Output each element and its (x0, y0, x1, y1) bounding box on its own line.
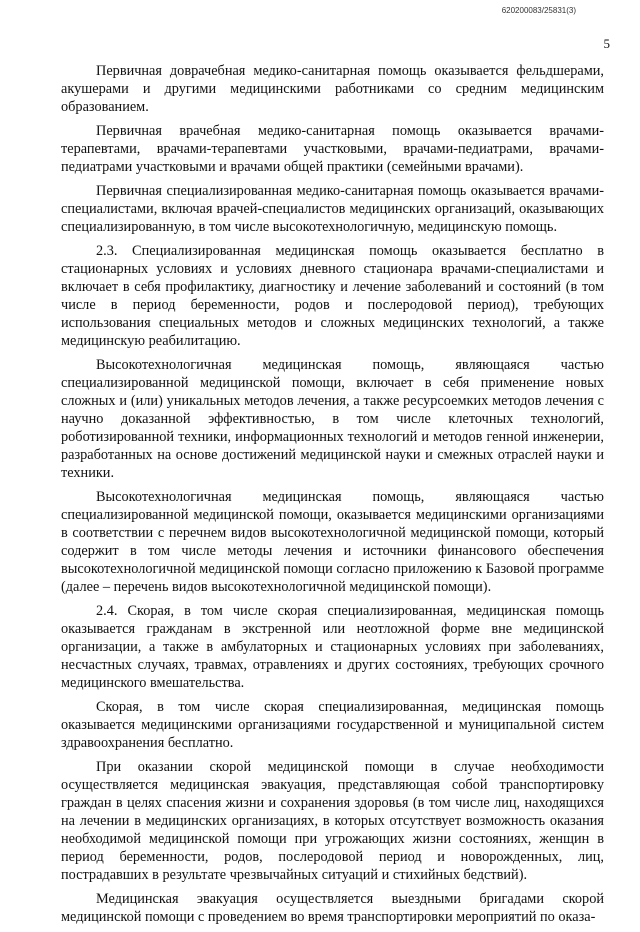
page-number: 5 (603, 36, 610, 51)
paragraph: Высокотехнологичная медицинская помощь, являющаяся частью специализированной медицинской помощи, оказывается медицинскими организациями в соответствии с перечнем видов высокотехнологичной медицинской помощи, который содержит в том числе методы лечения и источники финансового обеспечения высокотехнологичной медицинской помощи согласно приложению к Базовой программе (далее – перечень видов высокотехнологичной медицинской помощи). (61, 489, 604, 595)
paragraph: При оказании скорой медицинской помощи в случае необходимости осуществляется медицинская эвакуация, представляющая собой транспортировку граждан в целях спасения жизни и сохранения здоровья (в том числе лиц, находящихся на лечении в медицинских организациях, в которых отсутствует возможность оказания необходимой медицинской помощи при угрожающих жизни состояниях, женщин в период беременности, родов, послеродовой период и новорожденных, лиц, пострадавших в результате чрезвычайных ситуаций и стихийных бедствий). (61, 759, 604, 883)
paragraph: Медицинская эвакуация осуществляется выездными бригадами скорой медицинской помощи с проведением во время транспортировки мероприятий по оказа- (61, 891, 604, 925)
paragraph: Скорая, в том числе скорая специализированная, медицинская помощь оказывается медицинскими организациями государственной и муниципальной систем здравоохранения бесплатно. (61, 699, 604, 751)
paragraph: Первичная специализированная медико-санитарная помощь оказывается врачами-специалистами, включая врачей-специалистов медицинских организаций, оказывающих специализированную, в том числе высокотехнологичную, медицинскую помощь. (61, 183, 604, 235)
paragraph: Первичная врачебная медико-санитарная помощь оказывается врачами-терапевтами, врачами-терапевтами участковыми, врачами-педиатрами, врачами-педиатрами участковыми и врачами общей практики (семейными врачами). (61, 123, 604, 175)
paragraph: Высокотехнологичная медицинская помощь, являющаяся частью специализированной медицинской помощи, включает в себя применение новых сложных и (или) уникальных методов лечения, а также ресурсоемких методов лечения с научно доказанной эффективностью, в том числе клеточных технологий, роботизированной техники, информационных технологий и методов генной инженерии, разработанных на основе достижений медицинской науки и смежных отраслей науки и техники. (61, 357, 604, 481)
paragraph: Первичная доврачебная медико-санитарная помощь оказывается фельдшерами, акушерами и другими медицинскими работниками со средним медицинским образованием. (61, 63, 604, 115)
document-id: 620200083/25831(3) (501, 6, 576, 15)
paragraph: 2.4. Скорая, в том числе скорая специализированная, медицинская помощь оказывается гражданам в экстренной или неотложной форме вне медицинской организации, а также в амбулаторных и стационарных условиях при заболеваниях, несчастных случаях, травмах, отравлениях и других состояниях, требующих срочного медицинского вмешательства. (61, 603, 604, 691)
paragraph: 2.3. Специализированная медицинская помощь оказывается бесплатно в стационарных условиях и условиях дневного стационара врачами-специалистами и включает в себя профилактику, диагностику и лечение заболеваний и состояний (в том числе в период беременности, родов и послеродовой период), требующих использования специальных методов и сложных медицинских технологий, а также медицинскую реабилитацию. (61, 243, 604, 349)
document-body (61, 62, 604, 932)
